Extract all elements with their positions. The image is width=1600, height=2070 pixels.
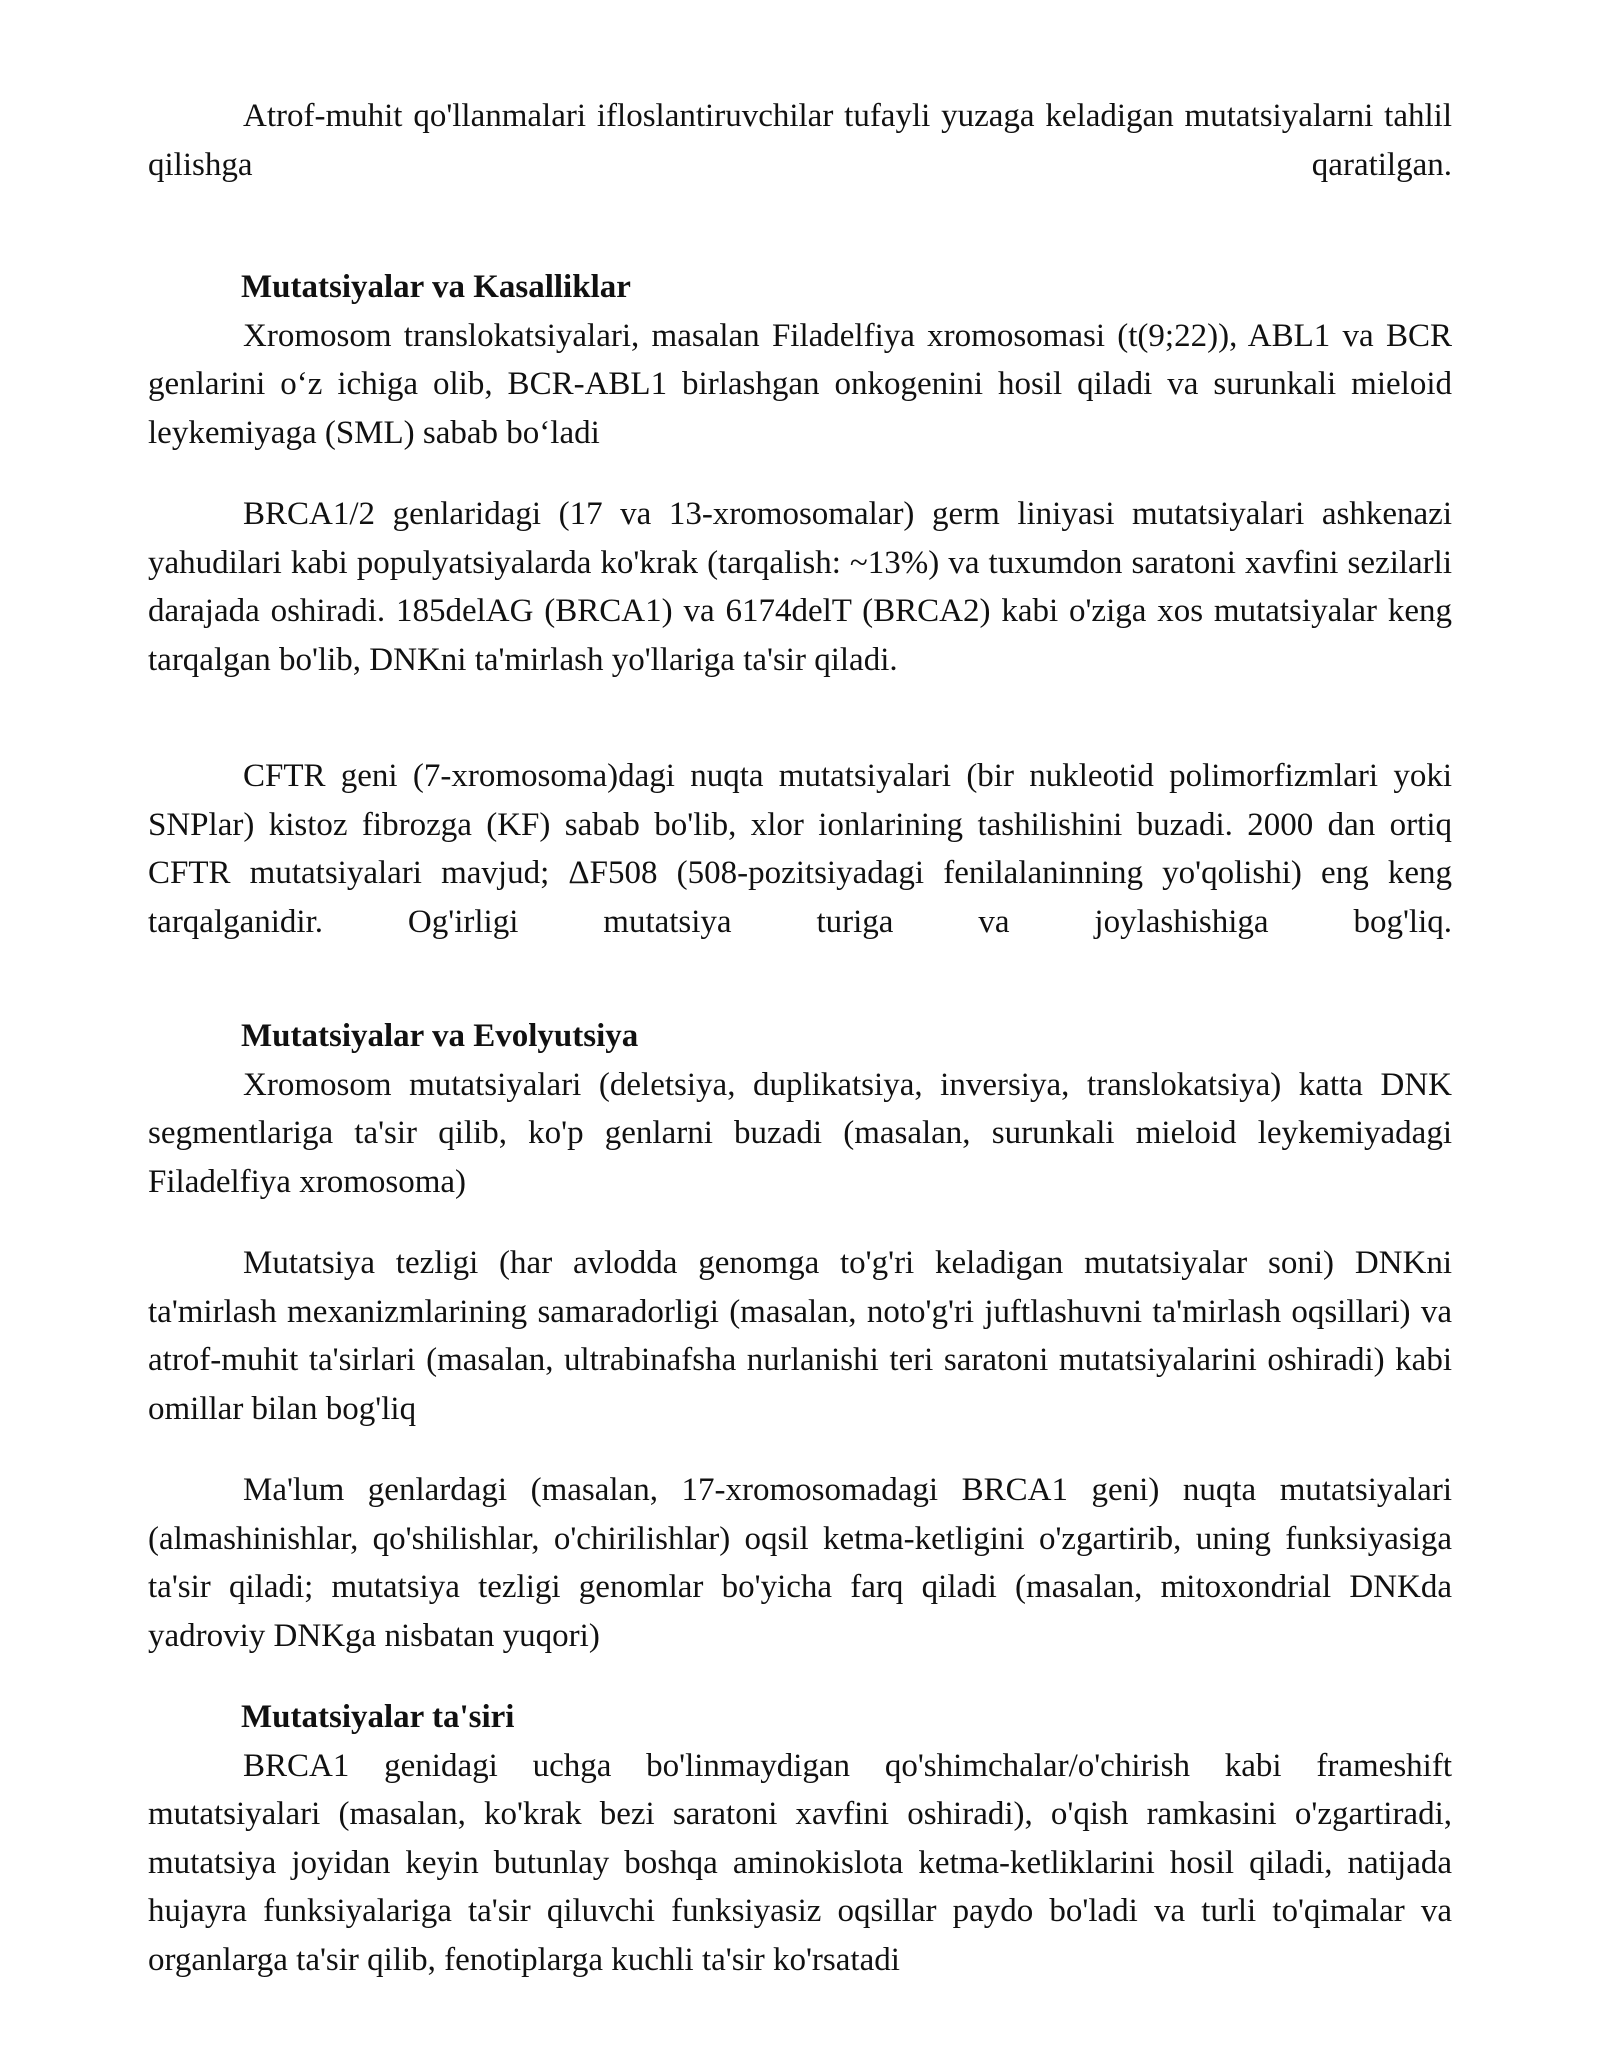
paragraph-cftr: CFTR geni (7-xromosoma)dagi nuqta mutatsiyalari (bir nukleotid polimorfizmlari yoki SNPlar) kistoz fibrozga (KF) sabab bo'lib, xlor ionlarining tashilishini buzadi. 2000 dan ortiq CFTR mutatsiyalari mavjud; ΔF508 (508-pozitsiyadagi fenilalaninning yo'qolishi) eng keng tarqalganidir. Og'irligi mutatsiya turiga va joylashishiga bog'liq.: [148, 758, 1452, 940]
spacer: [148, 1433, 1452, 1466]
spacer: [148, 946, 1452, 1012]
heading-impact: Mutatsiyalar ta'siri: [241, 1699, 515, 1735]
paragraph-frameshift: BRCA1 genidagi uchga bo'linmaydigan qo'shimchalar/o'chirish kabi frameshift mutatsiyalari (masalan, ko'krak bezi saratoni xavfini oshiradi), o'qish ramkasini o'zgartiradi, mutatsiya joyidan keyin butunlay boshqa aminokislota ketma-ketliklarini hosil qiladi, natijada hujayra funksiyalariga ta'sir qiluvchi funksiyasiz oqsillar paydo bo'ladi va turli to'qimalar va organlarga ta'sir qilib, fenotiplarga kuchli ta'sir ko'rsatadi: [148, 1747, 1452, 1978]
paragraph-brca: BRCA1/2 genlaridagi (17 va 13-xromosomalar) germ liniyasi mutatsiyalari ashkenazi yahudilari kabi populyatsiyalarda ko'krak (tarqalish: ~13%) va tuxumdon saratoni xavfini sezilarli darajada oshiradi. 185delAG (BRCA1) va 6174delT (BRCA2) kabi o'ziga xos mutatsiyalar keng tarqalgan bo'lib, DNKni ta'mirlash yo'llariga ta'sir qiladi.: [148, 496, 1452, 678]
paragraph-chromosome-mutations: Xromosom mutatsiyalari (deletsiya, duplikatsiya, inversiya, translokatsiya) katta DNK segmentlariga ta'sir qilib, ko'p genlarni buzadi (masalan, surunkali mieloid leykemiyadagi Filadelfiya xromosoma): [148, 1066, 1452, 1200]
paragraph-translocations: Xromosom translokatsiyalari, masalan Filadelfiya xromosomasi (t(9;22)), ABL1 va BCR genlarini o‘z ichiga olib, BCR-ABL1 birlashgan onkogenini hosil qiladi va surunkali mieloid leykemiyaga (SML) sabab bo‘ladi: [148, 317, 1452, 451]
spacer: [148, 1660, 1452, 1693]
spacer: [148, 457, 1452, 490]
heading-evolution: Mutatsiyalar va Evolyutsiya: [241, 1018, 639, 1054]
spacer: [148, 189, 1452, 263]
paragraph-point-mutations: Ma'lum genlardagi (masalan, 17-xromosomadagi BRCA1 geni) nuqta mutatsiyalari (almashinishlar, qo'shilishlar, o'chirilishlar) oqsil ketma-ketligini o'zgartirib, uning funksiyasiga ta'sir qiladi; mutatsiya tezligi genomlar bo'yicha farq qiladi (masalan, mitoxondrial DNKda yadroviy DNKga nisbatan yuqori): [148, 1472, 1452, 1654]
spacer: [148, 1206, 1452, 1239]
paragraph-mutation-rate: Mutatsiya tezligi (har avlodda genomga to'g'ri keladigan mutatsiyalar soni) DNKni ta'mirlash mexanizmlarining samaradorligi (masalan, noto'g'ri juftlashuvni ta'mirlash oqsillari) va atrof-muhit ta'sirlari (masalan, ultrabinafsha nurlanishi teri saratoni mutatsiyalarini oshiradi) kabi omillar bilan bog'liq: [148, 1245, 1452, 1427]
document-page: [148, 92, 1452, 1984]
spacer: [148, 684, 1452, 752]
paragraph-intro: Atrof-muhit qo'llanmalari ifloslantiruvchilar tufayli yuzaga keladigan mutatsiyalarni tahlil qilishga qaratilgan.: [148, 98, 1452, 183]
heading-diseases: Mutatsiyalar va Kasalliklar: [241, 269, 631, 305]
